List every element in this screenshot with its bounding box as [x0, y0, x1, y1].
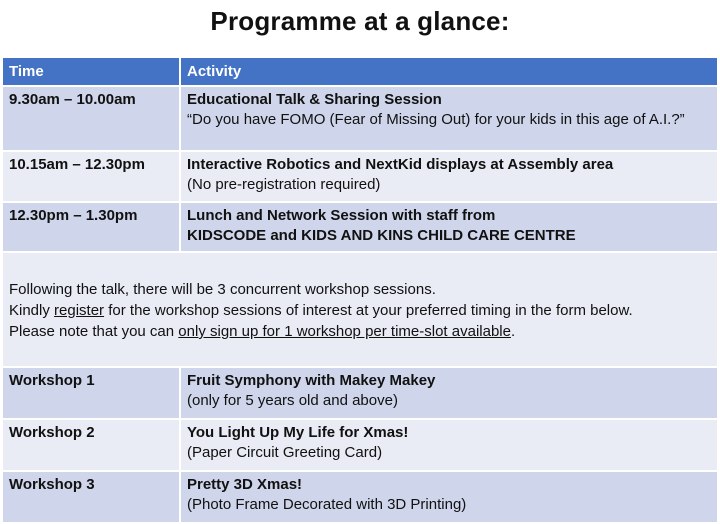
workshop-name: Workshop 2	[3, 420, 181, 470]
workshop-detail: (Photo Frame Decorated with 3D Printing)	[187, 496, 467, 513]
note-line-3	[9, 321, 633, 342]
row-time: 9.30am – 10.00am	[3, 87, 181, 150]
activity-title: Interactive Robotics and NextKid displays at Assembly area	[187, 156, 614, 173]
workshop-row	[3, 420, 717, 472]
header-time: Time	[3, 58, 181, 85]
table-row	[3, 87, 717, 152]
workshop-title: Pretty 3D Xmas!	[187, 476, 303, 493]
workshop-activity	[181, 368, 717, 418]
table-header-row	[3, 58, 717, 87]
row-time: 12.30pm – 1.30pm	[3, 203, 181, 251]
note-text: Please note that you can	[9, 323, 179, 340]
row-time: 10.15am – 12.30pm	[3, 152, 181, 201]
activity-title-line2: KIDSCODE and KIDS AND KINS CHILD CARE CENTRE	[187, 227, 576, 244]
workshop-activity	[181, 420, 717, 470]
note-text: .	[510, 323, 516, 340]
workshop-note-row	[3, 253, 717, 368]
register-link[interactable]: register	[54, 302, 105, 319]
row-activity	[181, 203, 717, 251]
activity-title: Educational Talk & Sharing Session	[187, 91, 442, 108]
note-line-2	[9, 300, 633, 321]
page-title: Programme at a glance:	[210, 6, 510, 36]
workshop-title: Fruit Symphony with Makey Makey	[187, 372, 436, 389]
programme-table	[3, 57, 717, 524]
workshop-row	[3, 368, 717, 420]
workshop-detail: (Paper Circuit Greeting Card)	[187, 444, 383, 461]
header-activity: Activity	[187, 63, 242, 80]
workshop-name: Workshop 3	[3, 472, 181, 522]
table-row	[3, 152, 717, 203]
workshop-title: You Light Up My Life for Xmas!	[187, 424, 409, 441]
row-activity	[181, 152, 717, 201]
workshop-activity	[181, 472, 717, 522]
activity-detail: “Do you have FOMO (Fear of Missing Out) for your kids in this age of A.I.?”	[187, 111, 685, 128]
table-row	[3, 203, 717, 253]
note-text: Kindly	[9, 302, 55, 319]
workshop-row	[3, 472, 717, 524]
note-text: for the workshop sessions of interest at your preferred timing in the form below.	[104, 302, 633, 319]
workshop-name: Workshop 1	[3, 368, 181, 418]
note-emphasis: only sign up for 1 workshop per time-slot available	[178, 323, 511, 340]
workshop-detail: (only for 5 years old and above)	[187, 392, 398, 409]
note-line-1: Following the talk, there will be 3 concurrent workshop sessions.	[9, 281, 436, 298]
activity-title: Lunch and Network Session with staff from	[187, 207, 496, 224]
activity-detail: (No pre-registration required)	[187, 176, 381, 193]
row-activity	[181, 87, 717, 150]
workshop-note	[3, 253, 639, 366]
